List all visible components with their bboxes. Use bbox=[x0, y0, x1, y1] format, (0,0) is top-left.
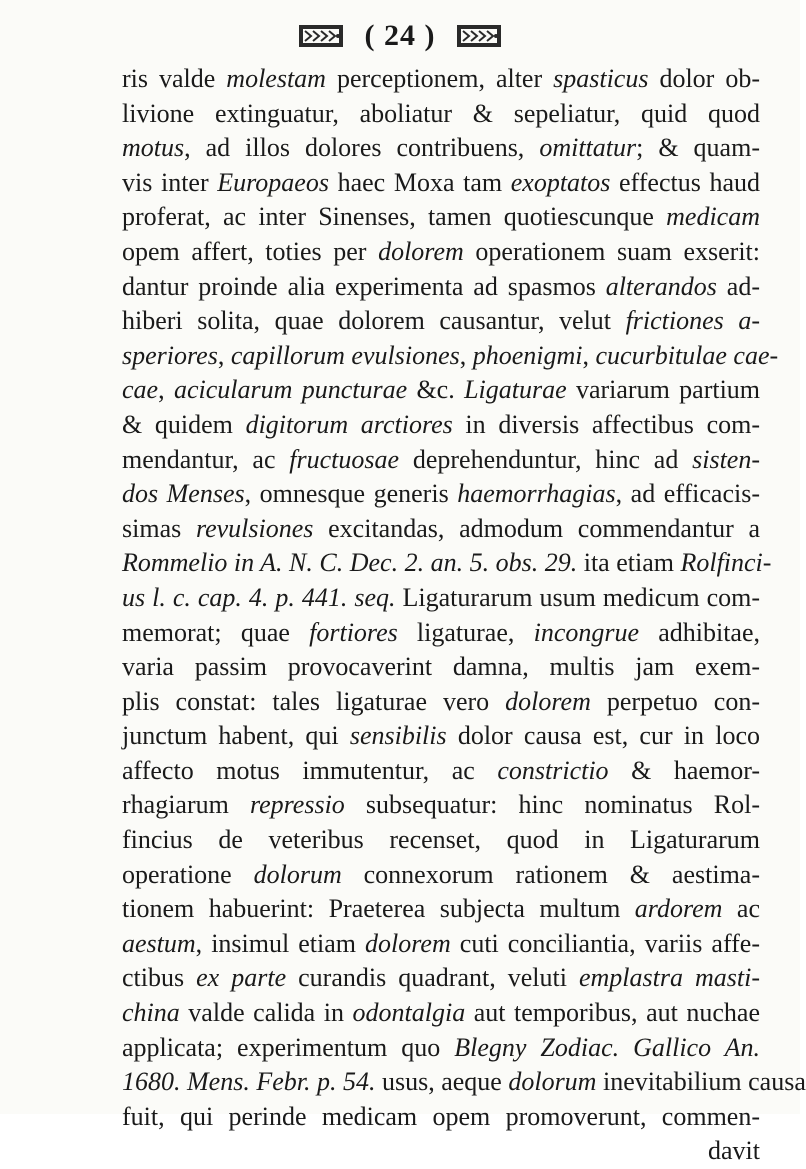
text-run: dantur proinde alia experimenta ad spasmos bbox=[122, 271, 606, 301]
text-run: inevitabilium causa bbox=[596, 1067, 806, 1097]
text-run: variarum partium bbox=[566, 375, 761, 405]
italic-text: ardorem bbox=[634, 894, 723, 924]
italic-text: exoptatos bbox=[510, 167, 611, 197]
text-line bbox=[122, 858, 760, 893]
text-line bbox=[122, 685, 760, 720]
text-run: plis constat: tales ligaturae vero bbox=[122, 686, 506, 716]
text-run: usus, aeque bbox=[375, 1067, 509, 1097]
italic-text: dolorum bbox=[253, 859, 342, 889]
italic-text: motus bbox=[122, 133, 185, 163]
text-run: in diversis affectibus com- bbox=[452, 409, 760, 439]
italic-text: dolorem bbox=[378, 236, 464, 266]
italic-text: medicam bbox=[666, 202, 760, 232]
italic-text: digitorum arctiores bbox=[245, 409, 453, 439]
text-run: & quidem bbox=[122, 409, 246, 439]
italic-text: haemorrhagias bbox=[457, 479, 616, 509]
text-line bbox=[122, 927, 760, 962]
italic-text: ex parte bbox=[196, 963, 287, 993]
text-run: deprehenduntur, hinc ad bbox=[399, 444, 693, 474]
text-line bbox=[122, 235, 760, 270]
text-run: hiberi solita, quae dolorem causantur, velut bbox=[122, 306, 626, 336]
text-run: perceptionem, alter bbox=[325, 64, 554, 93]
italic-text: revulsiones bbox=[195, 513, 314, 543]
text-run: dolor ob- bbox=[648, 64, 760, 93]
text-run: , ad efficacis- bbox=[615, 479, 760, 509]
italic-text: repressio bbox=[249, 790, 345, 820]
text-run: memorat; quae bbox=[122, 617, 310, 647]
text-run: ris valde bbox=[122, 64, 227, 93]
text-line bbox=[122, 304, 760, 339]
text-run: &c. bbox=[407, 375, 465, 405]
text-line bbox=[122, 754, 760, 789]
text-run: affecto motus immutentur, ac bbox=[122, 755, 498, 785]
italic-text: capillorum evulsiones bbox=[230, 340, 460, 370]
text-line bbox=[122, 650, 760, 685]
italic-text: Europaeos bbox=[217, 167, 329, 197]
italic-text: dolorem bbox=[505, 686, 591, 716]
italic-text: fortiores bbox=[309, 617, 398, 647]
text-run: applicata; experimentum quo bbox=[122, 1032, 455, 1062]
italic-text: china bbox=[122, 998, 180, 1028]
text-line bbox=[122, 166, 760, 201]
italic-text: sisten- bbox=[692, 444, 760, 474]
text-line bbox=[122, 1065, 806, 1100]
text-line bbox=[122, 339, 779, 374]
text-line bbox=[122, 1134, 760, 1169]
text-run: dolor causa est, cur in loco bbox=[446, 721, 760, 751]
text-line bbox=[122, 719, 760, 754]
italic-text: fructuosae bbox=[289, 444, 400, 474]
text-run: ctibus bbox=[122, 963, 197, 993]
text-run: , insimul etiam bbox=[195, 928, 366, 958]
text-run: , omnesque generis bbox=[244, 479, 458, 509]
italic-text: constrictio bbox=[497, 755, 609, 785]
italic-text: Ligaturae bbox=[464, 375, 567, 405]
italic-text: sensibilis bbox=[349, 721, 447, 751]
text-run: , bbox=[217, 340, 231, 370]
text-line bbox=[122, 62, 760, 97]
italic-text: dos Menses bbox=[122, 479, 245, 509]
page-number: ( 24 ) bbox=[364, 19, 436, 52]
text-line bbox=[122, 97, 760, 132]
text-line bbox=[122, 616, 760, 651]
italic-text: odontalgia bbox=[352, 998, 466, 1028]
italic-text: dolorum bbox=[508, 1067, 597, 1097]
text-run: fuit, qui perinde medicam opem promoverunt, commen- bbox=[122, 1101, 760, 1131]
italic-text: Blegny Zodiac. Gallico An. bbox=[454, 1032, 761, 1062]
text-line bbox=[122, 996, 760, 1031]
printer-ornament-icon bbox=[297, 22, 345, 50]
text-line bbox=[122, 270, 760, 305]
text-run: rhagiarum bbox=[122, 790, 250, 820]
text-run: tionem habuerint: Praeterea subjecta multum bbox=[122, 894, 635, 924]
text-line bbox=[122, 443, 760, 478]
text-run: ita etiam bbox=[577, 548, 681, 578]
text-run: cuti conciliantia, variis affe- bbox=[450, 928, 760, 958]
text-run: mendantur, ac bbox=[122, 444, 290, 474]
text-run: curandis quadrant, veluti bbox=[286, 963, 579, 993]
italic-text: Rommelio in A. N. C. Dec. 2. an. 5. obs. 29. bbox=[122, 548, 578, 578]
text-run: subsequatur: hinc nominatus Rol- bbox=[344, 790, 760, 820]
text-run: ; & quam- bbox=[636, 133, 760, 163]
italic-text: speriores bbox=[122, 340, 218, 370]
text-run: ligaturae, bbox=[397, 617, 534, 647]
text-run: opem affert, toties per bbox=[122, 236, 379, 266]
text-line bbox=[122, 477, 760, 512]
italic-text: 1680. Mens. Febr. p. 54. bbox=[122, 1067, 376, 1097]
text-run: operatione bbox=[122, 859, 254, 889]
italic-text: aestum bbox=[122, 928, 196, 958]
italic-text: alterandos bbox=[605, 271, 717, 301]
text-run: , bbox=[582, 340, 596, 370]
text-line bbox=[122, 581, 760, 616]
text-run: excitandas, admodum commendantur a bbox=[313, 513, 760, 543]
text-line bbox=[122, 788, 760, 823]
text-run: simas bbox=[122, 513, 196, 543]
italic-text: Rolfinci- bbox=[680, 548, 772, 578]
italic-text: omittatur bbox=[539, 133, 637, 163]
text-run: aut temporibus, aut nuchae bbox=[465, 998, 760, 1028]
text-run: haec Moxa tam bbox=[328, 167, 511, 197]
italic-text: frictiones a- bbox=[625, 306, 760, 336]
text-line bbox=[122, 1031, 760, 1066]
text-line bbox=[122, 823, 760, 858]
text-run: effectus haud bbox=[610, 167, 760, 197]
text-line bbox=[122, 961, 760, 996]
body-text bbox=[122, 62, 806, 1166]
text-run: , bbox=[158, 375, 174, 405]
italic-text: spasticus bbox=[553, 64, 649, 93]
text-run: & haemor- bbox=[608, 755, 760, 785]
text-line bbox=[122, 408, 760, 443]
page-header bbox=[0, 14, 800, 58]
text-run: ad- bbox=[716, 271, 760, 301]
italic-text: cae bbox=[122, 375, 159, 405]
text-line bbox=[122, 373, 760, 408]
text-run: fincius de veteribus recenset, quod in Ligaturarum bbox=[122, 825, 760, 855]
text-run: connexorum rationem & aestima- bbox=[341, 859, 760, 889]
text-line bbox=[122, 546, 772, 581]
text-run: proferat, ac inter Sinenses, tamen quotiescunque bbox=[122, 202, 667, 232]
text-run: Ligaturarum usum medicum com- bbox=[395, 582, 760, 612]
text-run: vis inter bbox=[122, 167, 218, 197]
italic-text: dolorem bbox=[365, 928, 451, 958]
text-run: davit bbox=[708, 1136, 760, 1166]
italic-text: phoenigmi bbox=[472, 340, 583, 370]
italic-text: molestam bbox=[226, 64, 326, 93]
italic-text: acicularum puncturae bbox=[173, 375, 408, 405]
text-run: varia passim provocaverint damna, multis jam exem- bbox=[122, 652, 760, 682]
printer-ornament-icon bbox=[455, 22, 503, 50]
italic-text: incongrue bbox=[533, 617, 640, 647]
text-run: , ad illos dolores contribuens, bbox=[184, 133, 540, 163]
text-line bbox=[122, 512, 760, 547]
italic-text: us l. c. cap. 4. p. 441. seq. bbox=[122, 582, 396, 612]
text-run: ac bbox=[722, 894, 760, 924]
text-run: perpetuo con- bbox=[590, 686, 760, 716]
italic-text: cucurbitulae cae- bbox=[595, 340, 779, 370]
text-run: , bbox=[459, 340, 473, 370]
text-run: junctum habent, qui bbox=[122, 721, 350, 751]
text-run: operationem suam exserit: bbox=[463, 236, 760, 266]
text-line bbox=[122, 892, 760, 927]
italic-text: emplastra masti- bbox=[578, 963, 760, 993]
text-run: adhibitae, bbox=[639, 617, 761, 647]
text-line bbox=[122, 200, 760, 235]
text-line bbox=[122, 1100, 760, 1135]
text-run: livione extinguatur, aboliatur & sepeliatur, quid quod bbox=[122, 98, 760, 128]
text-line bbox=[122, 131, 760, 166]
text-run: valde calida in bbox=[179, 998, 353, 1028]
